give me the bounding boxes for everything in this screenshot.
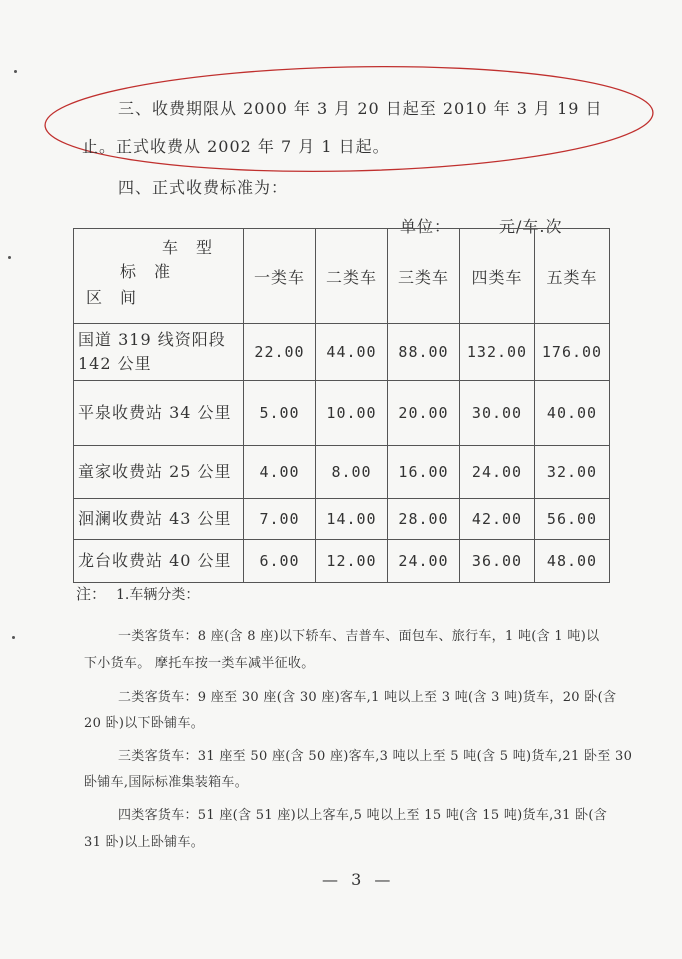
- notes-heading: [76, 583, 199, 604]
- table-row: [74, 499, 610, 540]
- paragraph-fee-period: 三、收费期限从 2000 年 3 月 20 日起至 2010 年 3 月 19 日: [118, 99, 603, 118]
- note-class-1-cont: 下小货车。 摩托车按一类车减半征收。: [84, 656, 315, 671]
- fee-cell: 30.00: [460, 381, 535, 446]
- header-class-4: 四类车: [460, 229, 535, 324]
- scan-speck: [12, 636, 15, 639]
- fee-cell: 12.00: [316, 540, 388, 583]
- fee-cell: 28.00: [388, 499, 460, 540]
- fee-cell: 10.00: [316, 381, 388, 446]
- fee-cell: 4.00: [244, 446, 316, 499]
- scan-speck: [14, 70, 17, 73]
- fee-cell: 7.00: [244, 499, 316, 540]
- notes-subheading: 1.车辆分类：: [116, 587, 200, 603]
- fee-cell: 8.00: [316, 446, 388, 499]
- note-class-3-cont: 卧铺车,国际标准集装箱车。: [84, 775, 249, 790]
- fee-cell: 44.00: [316, 324, 388, 381]
- table-corner-header: [74, 229, 244, 324]
- notes-label: 注：: [76, 585, 107, 603]
- fee-cell: 32.00: [535, 446, 610, 499]
- fee-cell: 6.00: [244, 540, 316, 583]
- header-class-5: 五类车: [535, 229, 610, 324]
- header-class-2: 二类车: [316, 229, 388, 324]
- paragraph-formal-collection: 止。正式收费从 2002 年 7 月 1 日起。: [82, 137, 390, 156]
- row-section: 洄澜收费站 43 公里: [74, 499, 244, 540]
- paragraph-fee-standard: 四、正式收费标准为：: [118, 178, 289, 197]
- note-class-1: 一类客货车：8 座(含 8 座)以下轿车、吉普车、面包车、旅行车，1 吨(含 1 吨)以: [118, 629, 600, 644]
- fee-cell: 132.00: [460, 324, 535, 381]
- note-class-4-cont: 31 卧)以上卧铺车。: [84, 835, 205, 850]
- row-section: 龙台收费站 40 公里: [74, 540, 244, 583]
- table-row: [74, 540, 610, 583]
- fee-cell: 48.00: [535, 540, 610, 583]
- fee-cell: 14.00: [316, 499, 388, 540]
- page-number: — 3 —: [322, 870, 395, 889]
- unit-value: 元/车.次: [499, 217, 563, 236]
- note-class-3: 三类客货车：31 座至 50 座(含 50 座)客车,3 吨以上至 5 吨(含 5 吨)货车,21 卧至 30: [118, 749, 633, 764]
- fee-table: [73, 228, 610, 583]
- fee-cell: 22.00: [244, 324, 316, 381]
- fee-cell: 56.00: [535, 499, 610, 540]
- table-header-row: [74, 229, 610, 324]
- corner-standard: 标准: [120, 262, 189, 281]
- fee-cell: 42.00: [460, 499, 535, 540]
- fee-cell: 36.00: [460, 540, 535, 583]
- note-class-2-cont: 20 卧)以下卧铺车。: [84, 716, 205, 731]
- fee-cell: 20.00: [388, 381, 460, 446]
- fee-cell: 16.00: [388, 446, 460, 499]
- fee-cell: 176.00: [535, 324, 610, 381]
- table-row: [74, 446, 610, 499]
- table-row: [74, 324, 610, 381]
- header-class-3: 三类车: [388, 229, 460, 324]
- fee-cell: 5.00: [244, 381, 316, 446]
- corner-vehicle-type: 车型: [162, 238, 231, 257]
- header-class-1: 一类车: [244, 229, 316, 324]
- row-section: 童家收费站 25 公里: [74, 446, 244, 499]
- fee-cell: 24.00: [388, 540, 460, 583]
- row-section: 平泉收费站 34 公里: [74, 381, 244, 446]
- corner-section: 区间: [86, 288, 155, 307]
- note-class-4: 四类客货车：51 座(含 51 座)以上客车,5 吨以上至 15 吨(含 15 吨)货车,31 卧(含: [118, 808, 608, 823]
- note-class-2: 二类客货车：9 座至 30 座(含 30 座)客车,1 吨以上至 3 吨(含 3 吨)货车，20 卧(含: [118, 690, 617, 705]
- scan-speck: [8, 256, 11, 259]
- unit-label-text: 单位：: [400, 217, 452, 236]
- table-row: [74, 381, 610, 446]
- fee-cell: 88.00: [388, 324, 460, 381]
- fee-cell: 40.00: [535, 381, 610, 446]
- row-section: 国道 319 线资阳段 142 公里: [74, 324, 244, 381]
- fee-cell: 24.00: [460, 446, 535, 499]
